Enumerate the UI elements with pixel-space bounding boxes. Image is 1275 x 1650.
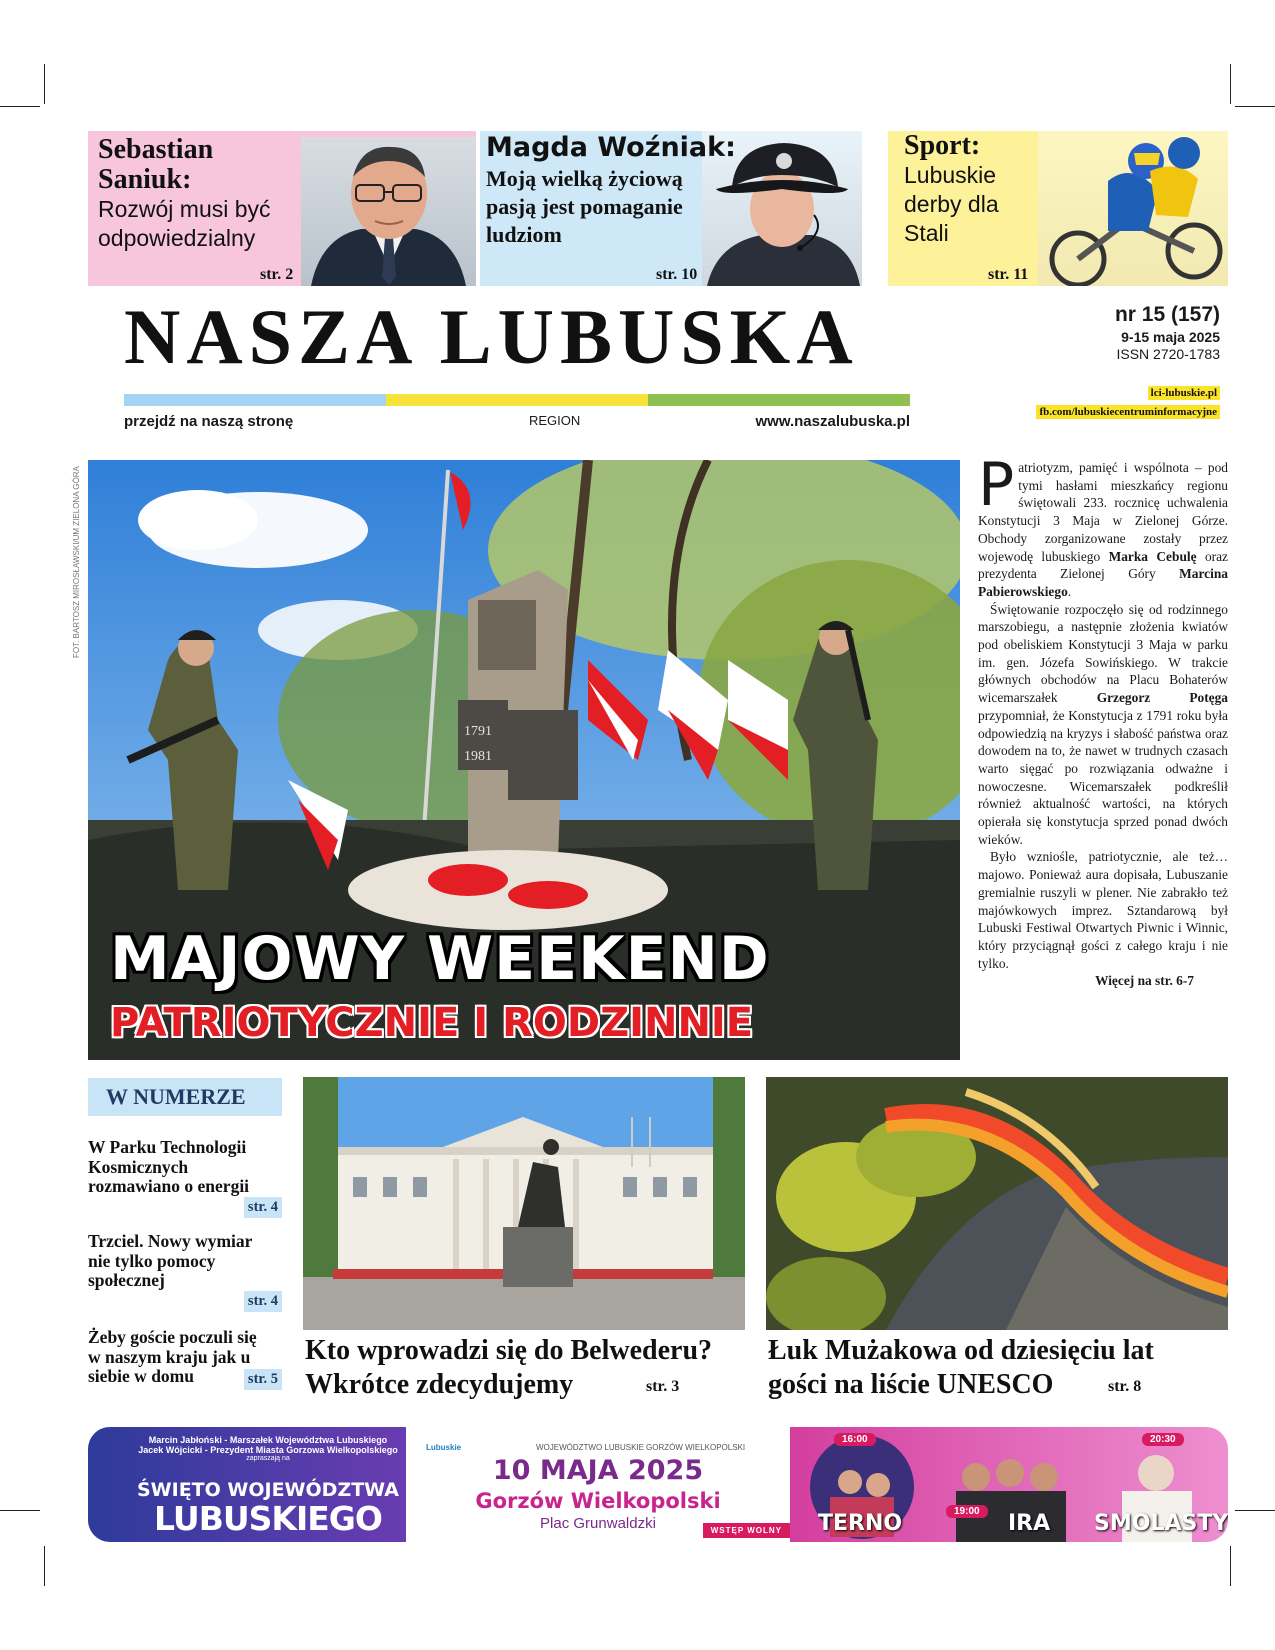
- visit-site-text: przejdź na naszą stronę: [124, 413, 294, 430]
- in-issue-item[interactable]: Trzciel. Nowy wymiar nie tylko pomocy społecznej str. 4: [88, 1232, 282, 1313]
- gorzow-logo: GORZÓW WIELKOPOLSKI: [646, 1443, 746, 1452]
- band-name: SMOLASTY: [1094, 1511, 1228, 1536]
- banner-patrons: Marcin Jabłoński - Marszałek Województwa Lubuskiego Jacek Wójcicki - Prezydent Miasta Gorzowa Wielkopolskiego zapraszają na: [138, 1435, 398, 1462]
- teaser-page: str. 2: [260, 266, 294, 283]
- banner-center: [406, 1427, 790, 1542]
- article-paragraph: Świętowanie rozpoczęło się od rodzinnego marszobiegu, a następnie złożenia kwiatów pod obeliskiem Konstytucji 3 Maja w parku im. gen. Józefa Sowińskiego. W trakcie głównych obchodów na Placu Bohaterów wicemarszałek Grzegorz Potęga przypomniał, że Konstytucja z 1791 roku była odpowiedzią na kryzys i słabość państwa oraz dowodem na to, że nawet w trudnych czasach warto sięgać po rozwiązania odważne i nowoczesne. Wicemarszałek podkreślił również aktualność wartości, na których opierała się konstytucja sprzed ponad dwóch wieków.: [978, 601, 1228, 847]
- band-card: [790, 1427, 936, 1542]
- issn: ISSN 2720-1783: [1116, 346, 1220, 362]
- article-paragraph: Było wzniośle, patriotycznie, ale też… majowo. Ponieważ aura dopisała, Lubuszanie gremialnie ruszyli w plener. Nie zabrakło też majówkowych imprez. Sztandarową był Lubuski Festiwal Otwartych Piwnic i Winnic, który przyciągnął gości z całego kraju i nie tylko.: [978, 849, 1228, 971]
- newspaper-title: NASZA LUBUSKA: [124, 293, 859, 380]
- in-issue-page: str. 5: [244, 1369, 282, 1391]
- crop-mark: [0, 1510, 40, 1511]
- belweder-photo[interactable]: [303, 1077, 745, 1330]
- band-card: [936, 1427, 1082, 1542]
- region-label: REGION: [529, 413, 581, 428]
- band-time: 20:30: [1142, 1433, 1184, 1446]
- event-banner[interactable]: [88, 1427, 1228, 1542]
- banner-title: LUBUSKIEGO: [154, 1499, 382, 1538]
- teaser-title: Sebastian Saniuk:: [98, 134, 214, 196]
- teaser-title: Sport:: [904, 131, 981, 161]
- in-issue-item[interactable]: Żeby goście poczuli się w naszym kraju jak u siebie w domu str. 5: [88, 1328, 282, 1387]
- site-url-link[interactable]: www.naszalubuska.pl: [755, 413, 910, 430]
- teaser-subtitle: Moją wielką życiową pasją jest pomaganie ludziom: [486, 166, 683, 247]
- teaser-page: str. 10: [656, 266, 698, 283]
- band-name: IRA: [1008, 1511, 1051, 1536]
- teaser-wozniak[interactable]: [480, 131, 862, 286]
- in-issue-page: str. 4: [244, 1291, 282, 1313]
- teaser-title: Magda Woźniak:: [486, 132, 736, 163]
- story-page: str. 3: [646, 1378, 680, 1395]
- free-entry-badge: WSTĘP WOLNY: [703, 1523, 790, 1538]
- crop-mark: [1235, 106, 1275, 107]
- crop-mark: [1235, 1510, 1275, 1511]
- story-title-line[interactable]: Kto wprowadzi się do Belwederu?: [305, 1335, 713, 1366]
- crop-mark: [44, 64, 45, 104]
- story-page: str. 8: [1108, 1378, 1142, 1395]
- color-stripe: [386, 394, 648, 406]
- crop-mark: [1230, 64, 1231, 104]
- crop-mark: [44, 1546, 45, 1586]
- story-title-line[interactable]: Łuk Mużakowa od dziesięciu lat: [768, 1335, 1154, 1366]
- event-place: Plac Grunwaldzki: [540, 1515, 656, 1532]
- facebook-link[interactable]: fb.com/lubuskiecentruminformacyjne: [1036, 405, 1220, 419]
- hero-subheadline: PATRIOTYCZNIE I RODZINNIE: [110, 1000, 754, 1046]
- in-issue-heading: W NUMERZE: [88, 1078, 282, 1116]
- crop-mark: [1230, 1546, 1231, 1586]
- event-date: 10 MAJA 2025: [492, 1455, 704, 1486]
- monument-year: 1981: [464, 749, 492, 764]
- hero-headline: MAJOWY WEEKEND: [110, 924, 770, 994]
- teaser-page: str. 11: [988, 266, 1029, 283]
- crop-mark: [0, 106, 40, 107]
- issue-info: [1000, 303, 1220, 362]
- issue-number: nr 15 (157): [1114, 303, 1220, 326]
- article-paragraph: Patriotyzm, pamięć i wspólnota – pod tymi hasłami mieszkańcy regionu świętowali 233. rocznicę uchwalenia Konstytucji 3 Maja w Zielonej Górze. Obchody zorganizowane zostały przez wojewodę lubuskiego Marka Cebulę oraz prezydenta Zielonej Góry Marcina Pabierowskiego.: [978, 450, 1228, 599]
- in-issue-page: str. 4: [244, 1197, 282, 1219]
- wojewodztwo-logo: WOJEWÓDZTWO LUBUSKIE: [536, 1443, 644, 1452]
- in-issue-item[interactable]: W Parku Technologii Kosmicznych rozmawiano o energii str. 4: [88, 1138, 282, 1219]
- teaser-sport[interactable]: [888, 131, 1228, 286]
- photo-credit: FOT. BARTOSZ MIROSŁAWSKI/UM ZIELONA GÓRA: [72, 466, 81, 658]
- lead-article: [978, 450, 1228, 990]
- dropcap: P: [978, 450, 1015, 520]
- speedway-photo: [1038, 131, 1228, 286]
- issue-dates: 9-15 maja 2025: [1121, 329, 1220, 345]
- continue-link[interactable]: Więcej na str. 6-7: [1095, 973, 1194, 989]
- hero-photo[interactable]: [88, 460, 960, 1060]
- monument-year: 1791: [464, 724, 492, 739]
- lubuskie-logo: Lubuskie: [426, 1443, 462, 1452]
- teaser-subtitle: Rozwój musi być odpowiedzialny: [98, 196, 271, 251]
- teaser-subtitle: Lubuskie derby dla Stali: [904, 162, 999, 246]
- event-city: Gorzów Wielkopolski: [475, 1489, 721, 1513]
- portrait-photo: [301, 137, 476, 286]
- band-time: 19:00: [946, 1505, 988, 1518]
- color-stripe: [124, 394, 386, 406]
- luk-muzakowa-photo[interactable]: [766, 1077, 1228, 1330]
- story-title-line[interactable]: gości na liście UNESCO: [768, 1369, 1054, 1400]
- story-title-line[interactable]: Wkrótce zdecydujemy: [305, 1369, 574, 1400]
- band-name: TERNO: [818, 1511, 903, 1536]
- banner-title: ŚWIĘTO WOJEWÓDZTWA: [136, 1479, 399, 1501]
- teaser-saniuk[interactable]: [88, 131, 476, 286]
- masthead-subline: [124, 413, 910, 433]
- color-stripe: [648, 394, 910, 406]
- website-link[interactable]: lci-lubuskie.pl: [1148, 386, 1220, 400]
- band-card: [1082, 1427, 1228, 1542]
- band-time: 16:00: [834, 1433, 876, 1446]
